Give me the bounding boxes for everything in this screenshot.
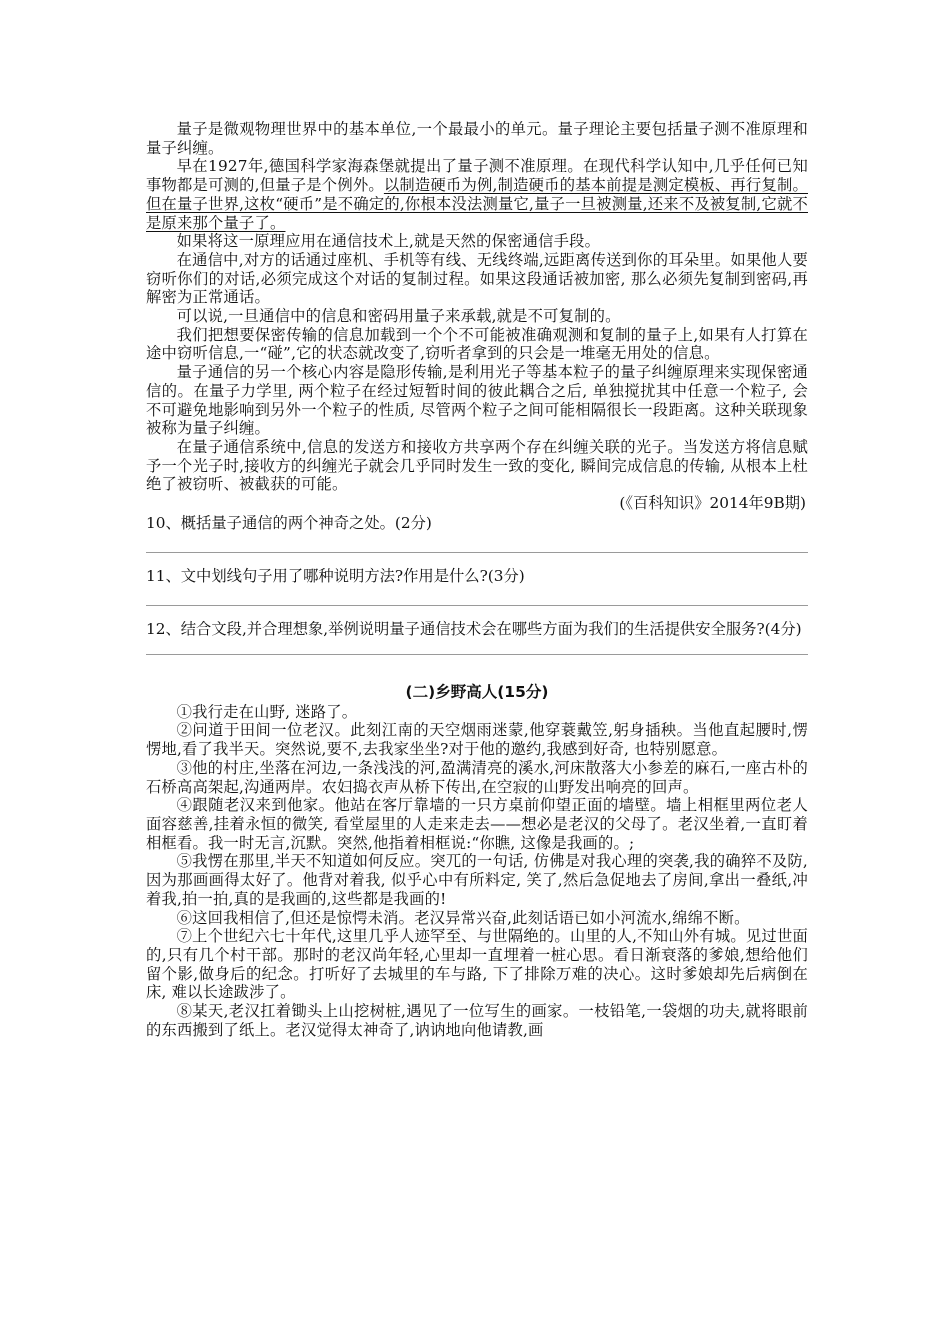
paragraph: ⑥这回我相信了,但还是惊愕未消。老汉异常兴奋,此刻话语已如小河流水,绵绵不断。 (176, 908, 750, 927)
paragraph: ④跟随老汉来到他家。他站在客厅靠墙的一只方桌前仰望正面的墙壁。墙上相框里两位老人面容慈善,挂着永恒的微笑, 看堂屋里的人走来走去——想必是老汉的父母了。老汉坐着,一直盯着相框看。我一时无言,沉默。突然,他指着相框说:“你瞧, 这像是我画的。; (146, 796, 808, 852)
passage-quantum (146, 120, 808, 513)
paragraph: ②问道于田间一位老汉。此刻江南的天空烟雨迷蒙,他穿蓑戴笠,躬身插秧。当他直起腰时,愣愣地,看了我半天。突然说,要不,去我家坐坐?对于他的邀约,我感到好奇, 也特别愿意。 (146, 721, 808, 759)
section-title: (二)乡野高人(15分) (405, 682, 549, 701)
exam-page (146, 120, 808, 1039)
question-12: 12、结合文段,并合理想象,举例说明量子通信技术会在哪些方面为我们的生活提供安全服务?(4分) (146, 619, 802, 638)
paragraph: ⑧某天,老汉扛着锄头上山挖树桩,遇见了一位写生的画家。一枝铅笔,一袋烟的功夫,就将眼前的东西搬到了纸上。老汉觉得太神奇了,讷讷地向他请教,画 (146, 1002, 808, 1039)
paragraph: ①我行走在山野, 迷路了。 (176, 702, 358, 721)
answer-line[interactable] (146, 653, 808, 655)
paragraph: 量子通信的另一个核心内容是隐形传输,是利用光子等基本粒子的量子纠缠原理来实现保密通信的。在量子力学里, 两个粒子在经过短暂时间的彼此耦合之后, 单独搅扰其中任意一个粒子, 会不可避免地影响到另外一个粒子的性质, 尽管两个粒子之间可能相隔很长一段距离。这种关联现象被称为量子纠缠。 (146, 363, 808, 438)
questions (146, 513, 808, 655)
source-citation: (《百科知识》2014年9B期) (619, 494, 806, 513)
paragraph: 可以说,一旦通信中的信息和密码用量子来承载,就是不可复制的。 (176, 307, 621, 326)
passage-xiangye (146, 681, 808, 1040)
paragraph: 在通信中,对方的话通过座机、手机等有线、无线终端,远距离传送到你的耳朵里。如果他人要窃听你们的对话,必须完成这个对话的复制过程。如果这段通话被加密, 那么必须先复制到密码,再解密为正常通话。 (146, 250, 808, 307)
paragraph: ⑤我愣在那里,半天不知道如何反应。突兀的一句话, 仿佛是对我心理的突袭,我的确猝不及防,因为那画画得太好了。他背对着我, 似乎心中有所料定, 笑了,然后急促地去了房间,拿出一叠纸,冲着我,拍一拍,真的是我画的,这些都是我画的! (146, 852, 808, 908)
answer-line[interactable] (146, 551, 808, 553)
paragraph: ⑦上个世纪六七十年代,这里几乎人迹罕至、与世隔绝的。山里的人,不知山外有城。见过世面的,只有几个村干部。那时的老汉尚年轻,心里却一直埋着一桩心思。看日渐衰落的爹娘,想给他们留个影,做身后的纪念。打听好了去城里的车与路, 下了排除万难的决心。这时爹娘却先后病倒在床, 难以长途跋涉了。 (146, 927, 808, 1002)
paragraph-plain-text: 早在1927年,德国科学家海森堡就提出了量子测不准原理。在现代科学认知中,几乎任何已知事物都是可测的,但量子是个例外。 (146, 157, 808, 195)
answer-line[interactable] (146, 604, 808, 606)
paragraph-with-underline (146, 157, 808, 232)
underlined-sentence: 以制造硬币为例,制造硬币的基本前提是测定模板、再行复制。但在量子世界,这枚“硬币”是不确定的,你根本没法测量它,量子一旦被测量,还来不及被复制,它就不是原来那个量子了。 (146, 176, 808, 232)
paragraph: ③他的村庄,坐落在河边,一条浅浅的河,盈满清亮的溪水,河床散落大小参差的麻石,一座古朴的石桥高高架起,沟通两岸。农妇捣衣声从桥下传出,在空寂的山野发出响亮的回声。 (146, 758, 808, 796)
paragraph: 我们把想要保密传输的信息加载到一个个不可能被准确观测和复制的量子上,如果有人打算在途中窃听信息,一“碰”,它的状态就改变了,窃听者拿到的只会是一堆毫无用处的信息。 (146, 325, 808, 363)
paragraph: 如果将这一原理应用在通信技术上,就是天然的保密通信手段。 (176, 232, 601, 251)
question-11: 11、文中划线句子用了哪种说明方法?作用是什么?(3分) (146, 566, 525, 585)
question-10: 10、概括量子通信的两个神奇之处。(2分) (146, 513, 432, 532)
paragraph: 在量子通信系统中,信息的发送方和接收方共享两个存在纠缠关联的光子。当发送方将信息赋予一个光子时,接收方的纠缠光子就会几乎同时发生一致的变化, 瞬间完成信息的传输, 从根本上杜绝了被窃听、被截获的可能。 (146, 437, 808, 494)
paragraph: 量子是微观物理世界中的基本单位,一个最最小的单元。量子理论主要包括量子测不准原理和量子纠缠。 (146, 120, 808, 157)
